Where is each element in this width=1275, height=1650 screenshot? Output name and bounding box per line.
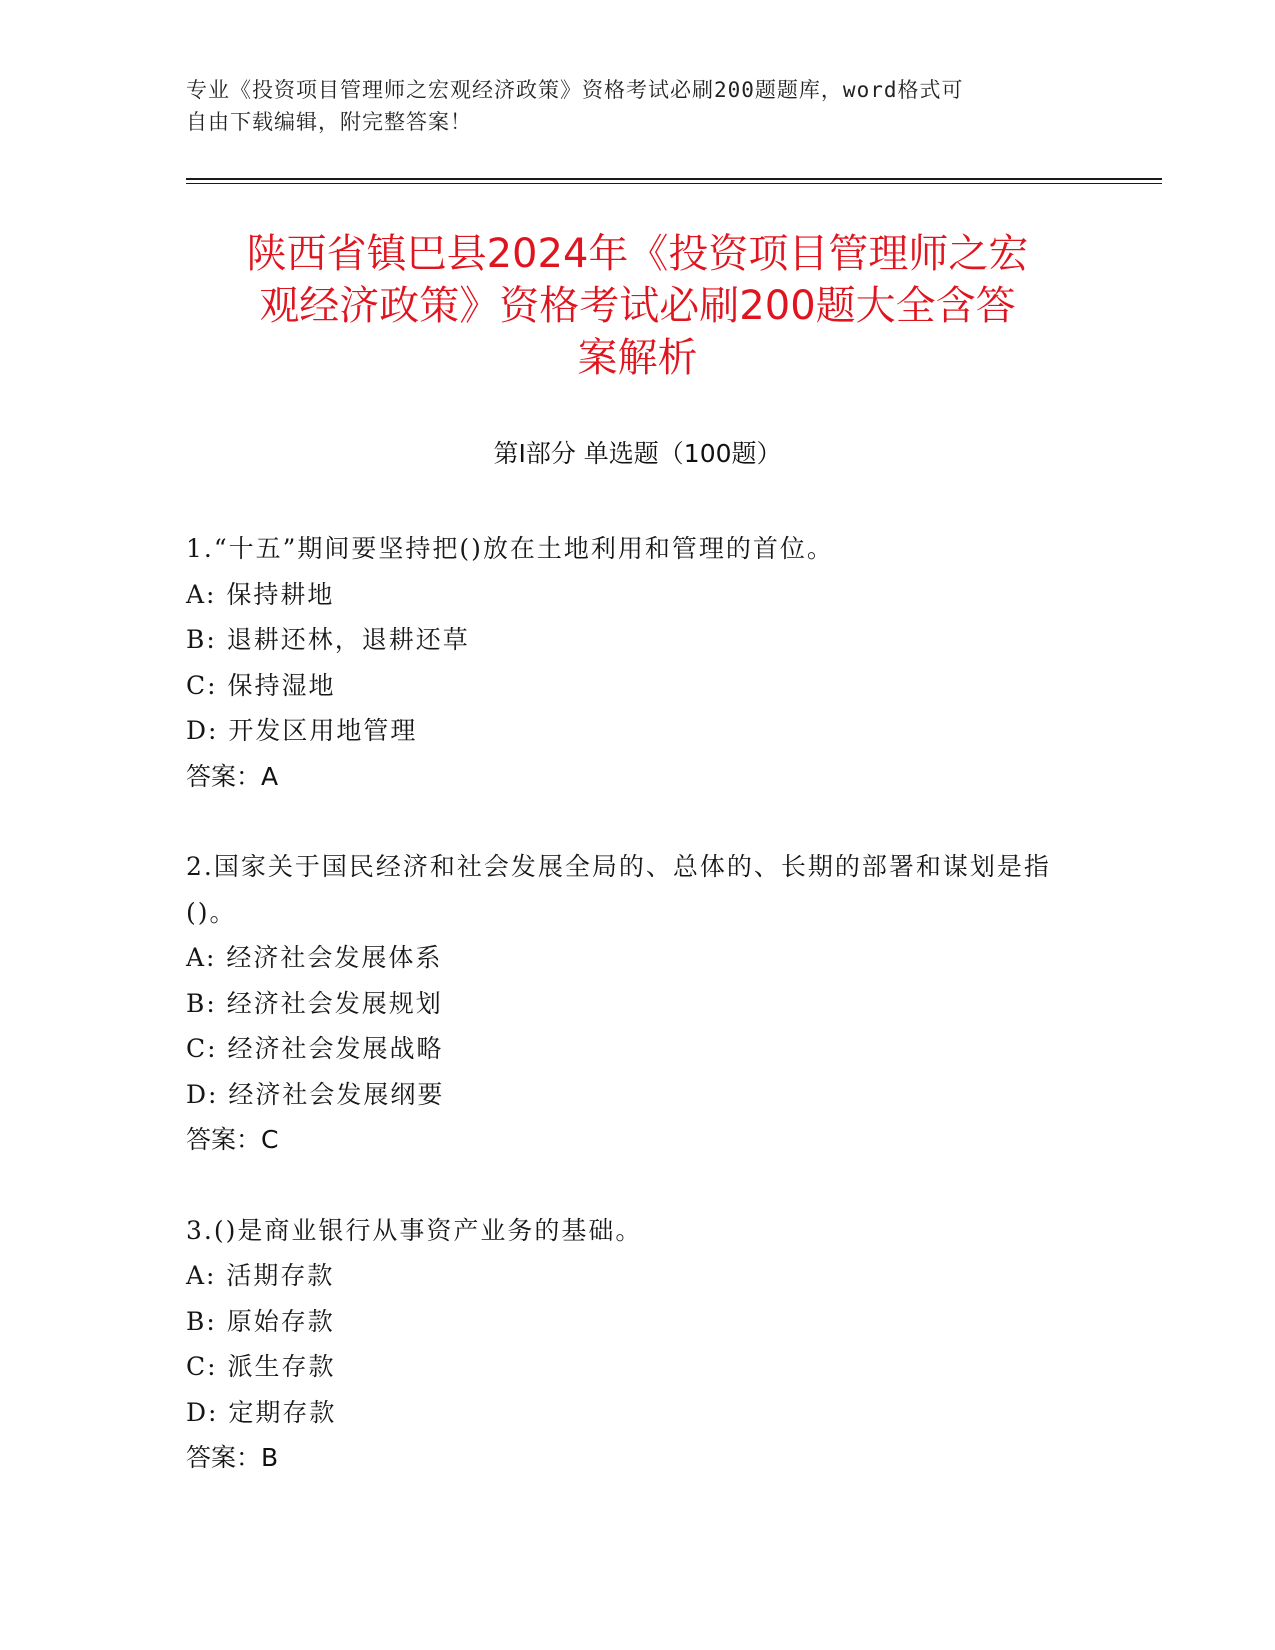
option-b: B: 退耕还林，退耕还草 xyxy=(186,625,470,654)
option-d: D: 开发区用地管理 xyxy=(186,716,418,745)
option-c: C: 经济社会发展战略 xyxy=(186,1034,444,1063)
document-title-line-2: 观经济政策》资格考试必刷200题大全含答 xyxy=(259,283,1016,329)
option-d: D: 定期存款 xyxy=(186,1397,337,1427)
question-item xyxy=(186,844,1066,1163)
option-b: B: 经济社会发展规划 xyxy=(186,988,443,1018)
option-d: D: 经济社会发展纲要 xyxy=(186,1079,445,1109)
question-stem: 1.“十五”期间要坚持把()放在土地利用和管理的首位。 xyxy=(186,534,834,563)
answer-line: 答案：A xyxy=(186,761,279,791)
question-stem: 3.()是商业银行从事资产业务的基础。 xyxy=(186,1215,643,1245)
document-title-line-3: 案解析 xyxy=(577,335,698,381)
document-title-line-1: 陕西省镇巴县2024年《投资项目管理师之宏 xyxy=(246,231,1029,277)
answer-line: 答案：C xyxy=(186,1125,279,1154)
document-title xyxy=(160,228,1115,384)
question-stem: 2.国家关于国民经济和社会发展全局的、总体的、长期的部署和谋划是指()。 xyxy=(186,852,1051,927)
header-divider-thin xyxy=(186,183,1162,184)
header-note-line-1: 专业《投资项目管理师之宏观经济政策》资格考试必刷200题题库，word格式可 xyxy=(186,78,964,102)
question-list xyxy=(186,526,1066,1526)
answer-line: 答案：B xyxy=(186,1443,279,1472)
header-divider-thick xyxy=(186,178,1162,180)
question-item xyxy=(186,526,1066,799)
header-note-line-2: 自由下载编辑，附完整答案！ xyxy=(186,110,472,134)
option-a: A: 保持耕地 xyxy=(186,579,335,609)
option-a: A: 活期存款 xyxy=(186,1261,335,1290)
option-c: C: 保持湿地 xyxy=(186,670,336,700)
option-b: B: 原始存款 xyxy=(186,1306,335,1336)
question-item xyxy=(186,1208,1066,1481)
header-note xyxy=(186,74,1066,138)
option-a: A: 经济社会发展体系 xyxy=(186,943,443,972)
section-heading: 第Ⅰ部分 单选题（100题） xyxy=(493,439,782,468)
option-c: C: 派生存款 xyxy=(186,1352,336,1381)
